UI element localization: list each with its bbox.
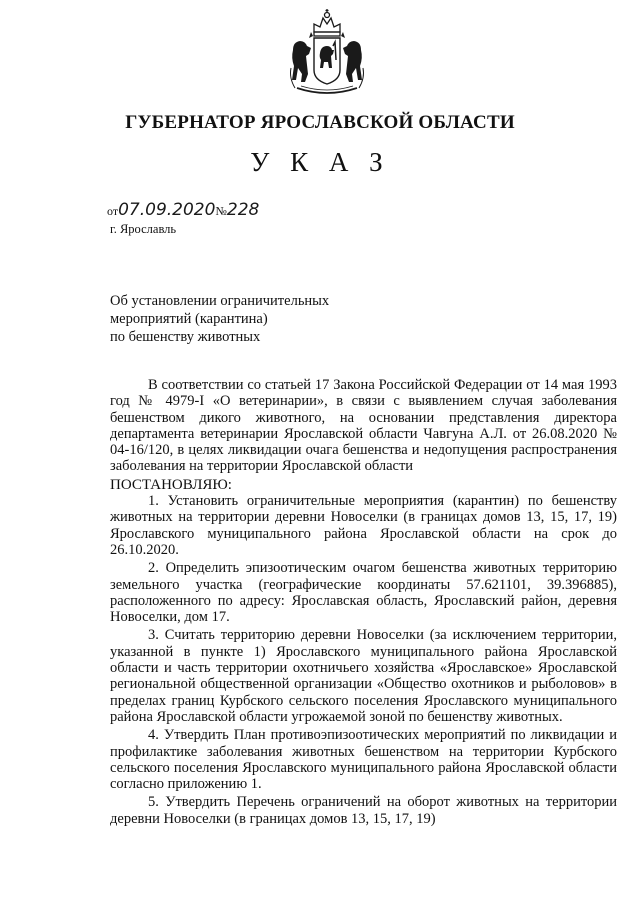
decree-item: 4. Утвердить План противоэпизоотических мероприятий по ликвидации и профилактике заболевания животных бешенством на территории Курбского сельского поселения Ярославского муниципального района Ярославской области согласно приложению 1. (110, 727, 617, 793)
subject-line: мероприятий (карантина) (110, 311, 268, 327)
number-prefix: № (215, 204, 227, 218)
preamble-paragraph: В соответствии со статьей 17 Закона Российской Федерации от 14 мая 1993 год № 4979-I «О ветеринарии», в связи с выявлением случая заболевания бешенством дикого животного, на основании представления директора департамента ветеринарии Ярославской области Чавгуна А.Л. от 26.08.2020 № 04-16/120, в целях ликвидации очага бешенства и недопущения распространения заболевания на территории Ярославской области (110, 377, 617, 475)
decree-item: 5. Утвердить Перечень ограничений на оборот животных на территории деревни Новоселки (в границах домов 13, 15, 17, 19) (110, 794, 617, 827)
decree-item: 1. Установить ограничительные мероприятия (карантин) по бешенству животных на территории деревни Новоселки (в границах домов 13, 15, 17, 19) Ярославского муниципального района Ярославской области на срок до 26.10.2020. (110, 493, 617, 558)
coat-of-arms-icon (287, 8, 367, 100)
issuer-title: ГУБЕРНАТОР ЯРОСЛАВСКОЙ ОБЛАСТИ (125, 112, 515, 133)
decree-item: 2. Определить эпизоотическим очагом бешенства животных территорию земельного участка (географические координаты 57.621101, 39.396885), расположенного по адресу: Ярославская область, Ярославский район, деревня Новоселки, дом 17. (110, 560, 617, 626)
document-type: У К А З (250, 147, 390, 177)
number-value: 228 (226, 200, 260, 220)
decree-item: 3. Считать территорию деревни Новоселки (за исключением территории, указанной в пункте 1) Ярославского муниципального района Ярославской области и часть территории охотничьего хозяйства «Ярославское» Ярославской региональной общественной организации «Общество охотников и рыболовов» в пределах границ Курбского сельского поселения Ярославского муниципального района Ярославской области угрожаемой зоной по бешенству животных. (110, 627, 617, 725)
decree-word: ПОСТАНОВЛЯЮ: (110, 476, 232, 493)
subject-line: по бешенству животных (110, 329, 261, 345)
subject-line: Об установлении ограничительных (110, 293, 330, 309)
date-prefix: от (107, 204, 119, 218)
date-value: 07.09.2020 (118, 200, 216, 220)
document-body (110, 377, 617, 829)
subject-block (110, 292, 329, 346)
registration-line (107, 200, 259, 220)
city: г. Ярославль (110, 222, 177, 236)
